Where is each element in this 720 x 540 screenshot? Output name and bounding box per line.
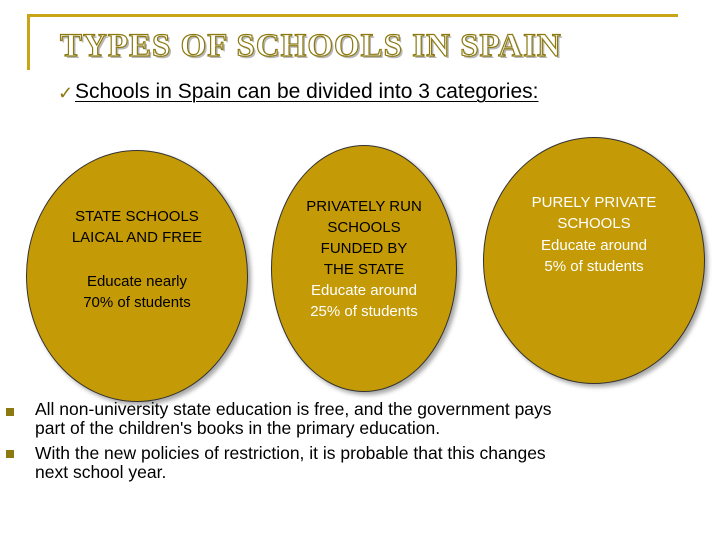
category-desc-line: Educate around <box>311 282 417 299</box>
slide-title: TYPES OF SCHOOLS IN SPAIN <box>60 28 562 64</box>
frame-vertical-line <box>27 14 30 70</box>
category-desc-line: 25% of students <box>310 303 418 320</box>
category-name-line: SCHOOLS <box>327 219 401 236</box>
category-name-line: LAICAL AND FREE <box>71 229 203 246</box>
bullet-line: With the new policies of restriction, it is probable that this changes <box>35 443 546 463</box>
category-name-line: STATE SCHOOLS <box>75 208 199 225</box>
category-name-line: PRIVATELY RUN <box>306 198 422 215</box>
category-oval-subsidized <box>271 145 457 392</box>
category-name-subsidized <box>272 196 456 280</box>
bullet-line: next school year. <box>35 462 167 482</box>
category-desc-state <box>27 271 247 313</box>
bullet-item <box>35 444 685 482</box>
category-oval-state <box>26 150 248 402</box>
category-name-line: PURELY PRIVATE <box>531 194 657 211</box>
square-bullet-icon <box>6 408 14 416</box>
category-desc-subsidized <box>272 280 456 322</box>
category-oval-private <box>483 137 705 384</box>
bullet-item <box>35 400 685 438</box>
square-bullet-icon <box>6 450 14 458</box>
frame-horizontal-line <box>27 14 678 17</box>
category-name-line: FUNDED BY <box>320 240 408 257</box>
category-desc-line: Educate around <box>541 237 647 254</box>
bullet-line: All non-university state education is free, and the government pays <box>35 399 552 419</box>
category-desc-line: 70% of students <box>83 294 191 311</box>
category-name-line: THE STATE <box>323 261 405 278</box>
category-name-state <box>27 206 247 248</box>
category-desc-line: 5% of students <box>544 258 644 275</box>
category-name-private <box>484 192 704 234</box>
bullet-line: part of the children's books in the primary education. <box>35 418 441 438</box>
category-desc-private <box>484 235 704 277</box>
bullet-check-icon: ✓ <box>58 83 74 103</box>
category-name-line: SCHOOLS <box>557 215 631 232</box>
category-desc-line: Educate nearly <box>86 273 188 290</box>
slide-subtitle: Schools in Spain can be divided into 3 categories: <box>75 80 539 103</box>
